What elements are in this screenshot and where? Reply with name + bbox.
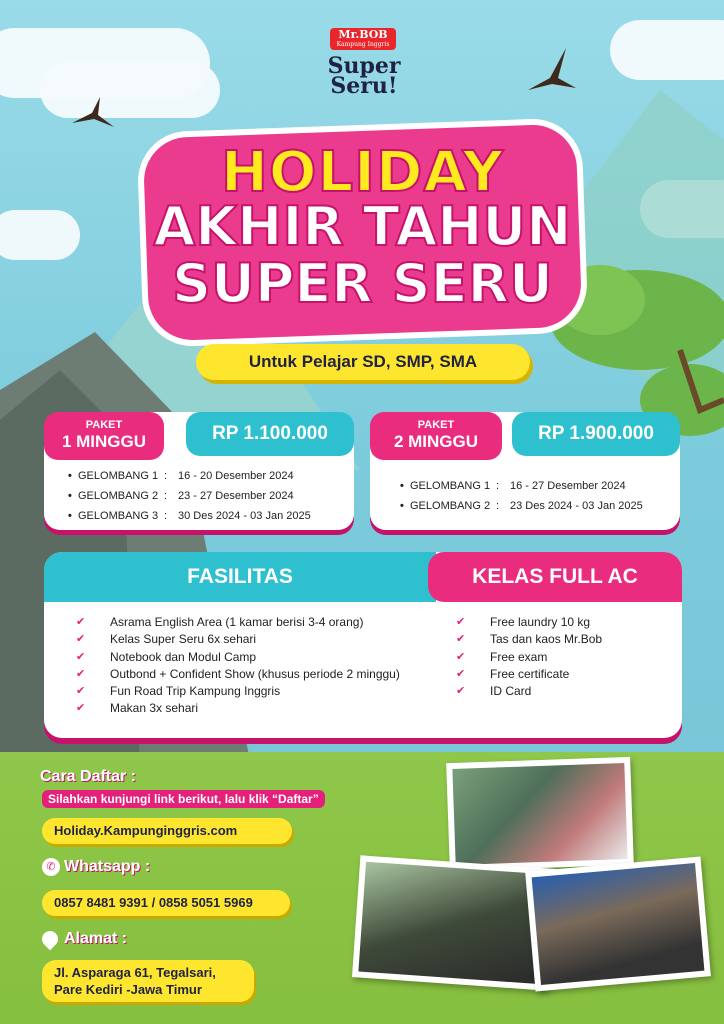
register-instructions: Silahkan kunjungi link berikut, lalu klik “Daftar” [42,790,325,808]
address-line-2: Pare Kediri -Jawa Timur [54,982,202,997]
wave-name: GELOMBANG 3 [78,510,159,522]
facility-item [456,683,676,700]
package-duration: 1 MINGGU [61,432,147,451]
brand-sub: Kampung Inggris [336,41,390,48]
wave-dates: 23 Des 2024 - 03 Jan 2025 [510,500,643,512]
check-icon: ✔ [76,650,86,663]
wave-name: GELOMBANG 1 [410,480,491,492]
title-line-2: AKHIR TAHUN [153,195,572,258]
whatsapp-label: Whatsapp : [64,858,151,875]
package-label [370,412,502,460]
address-heading [42,930,127,948]
facility-item [76,700,436,717]
address-label: Alamat : [64,930,128,947]
facilities-list-left [76,614,436,718]
facility-text: ID Card [490,684,532,699]
ac-class-heading: KELAS FULL AC [428,552,682,602]
wave-dates: 16 - 20 Desember 2024 [178,470,294,482]
facility-item [76,614,436,631]
facility-text: Fun Road Trip Kampung Inggris [110,684,281,699]
whatsapp-heading [42,858,150,876]
check-icon: ✔ [456,685,466,698]
whatsapp-icon: ✆ [42,858,60,876]
facility-item [76,666,436,683]
package-label-small: PAKET [85,419,123,431]
whatsapp-numbers[interactable]: 0857 8481 9391 / 0858 5051 5969 [42,890,290,916]
brand-name: Mr.BOB [338,28,388,41]
facility-text: Free laundry 10 kg [490,615,591,629]
bird-icon [526,44,578,96]
wave-row: • GELOMBANG 1 : 16 - 20 Desember 2024 [68,466,348,486]
facility-item [456,649,676,666]
facility-item [76,631,436,648]
camp-photo [525,857,711,992]
wave-name: GELOMBANG 1 [78,470,159,482]
wave-dates: 23 - 27 Desember 2024 [178,490,294,502]
facility-item [76,683,436,700]
check-icon: ✔ [76,667,86,680]
wave-dates: 30 Des 2024 - 03 Jan 2025 [178,510,311,522]
wave-row: • GELOMBANG 2 : 23 Des 2024 - 03 Jan 2025 [400,496,680,516]
facility-item [76,649,436,666]
check-icon: ✔ [456,616,466,628]
package-price: RP 1.100.000 [186,412,354,456]
address-line-1: Jl. Asparaga 61, Tegalsari, [54,965,216,980]
wave-list [400,476,680,516]
package-price: RP 1.900.000 [512,412,680,456]
address-box [42,960,254,1002]
brand-logo [330,28,396,50]
facility-item [456,631,676,648]
facility-item [456,666,676,683]
wave-row: • GELOMBANG 1 : 16 - 27 Desember 2024 [400,476,680,496]
facility-item [456,614,676,631]
facilities-list-right [456,614,676,700]
wave-list [68,466,348,526]
facility-text: Tas dan kaos Mr.Bob [490,632,603,647]
check-icon: ✔ [76,616,86,628]
package-label [44,412,164,460]
check-icon: ✔ [456,650,466,663]
facility-text: Asrama English Area (1 kamar berisi 3-4 orang) [110,615,364,629]
facility-text: Free certificate [490,666,570,681]
package-label-small: PAKET [417,419,455,431]
location-pin-icon [39,928,62,951]
facility-text: Outbond + Confident Show (khusus periode 2 minggu) [110,666,400,681]
title-line-1: HOLIDAY [220,140,504,205]
brand-tagline: Super Seru! [327,53,401,99]
check-icon: ✔ [76,633,86,646]
target-audience: Untuk Pelajar SD, SMP, SMA [196,344,530,380]
facility-text: Kelas Super Seru 6x sehari [110,632,257,647]
facility-text: Makan 3x sehari [110,701,199,716]
check-icon: ✔ [76,685,86,698]
wave-row: • GELOMBANG 2 : 23 - 27 Desember 2024 [68,486,348,506]
title-line-3: SUPER SERU [172,252,553,315]
facility-text: Notebook dan Modul Camp [110,649,257,664]
check-icon: ✔ [456,633,466,646]
facilities-heading: FASILITAS [44,552,436,602]
check-icon: ✔ [76,702,86,715]
package-duration: 2 MINGGU [393,432,479,451]
wave-row: • GELOMBANG 3 : 30 Des 2024 - 03 Jan 2025 [68,506,348,526]
register-heading: Cara Daftar : [40,768,137,785]
register-link[interactable]: Holiday.Kampunginggris.com [42,818,292,844]
camp-photo [446,757,634,871]
bird-icon [70,93,116,129]
wave-name: GELOMBANG 2 [78,490,159,502]
wave-dates: 16 - 27 Desember 2024 [510,480,626,492]
check-icon: ✔ [456,667,466,680]
wave-name: GELOMBANG 2 [410,500,491,512]
facility-text: Free exam [490,649,548,664]
